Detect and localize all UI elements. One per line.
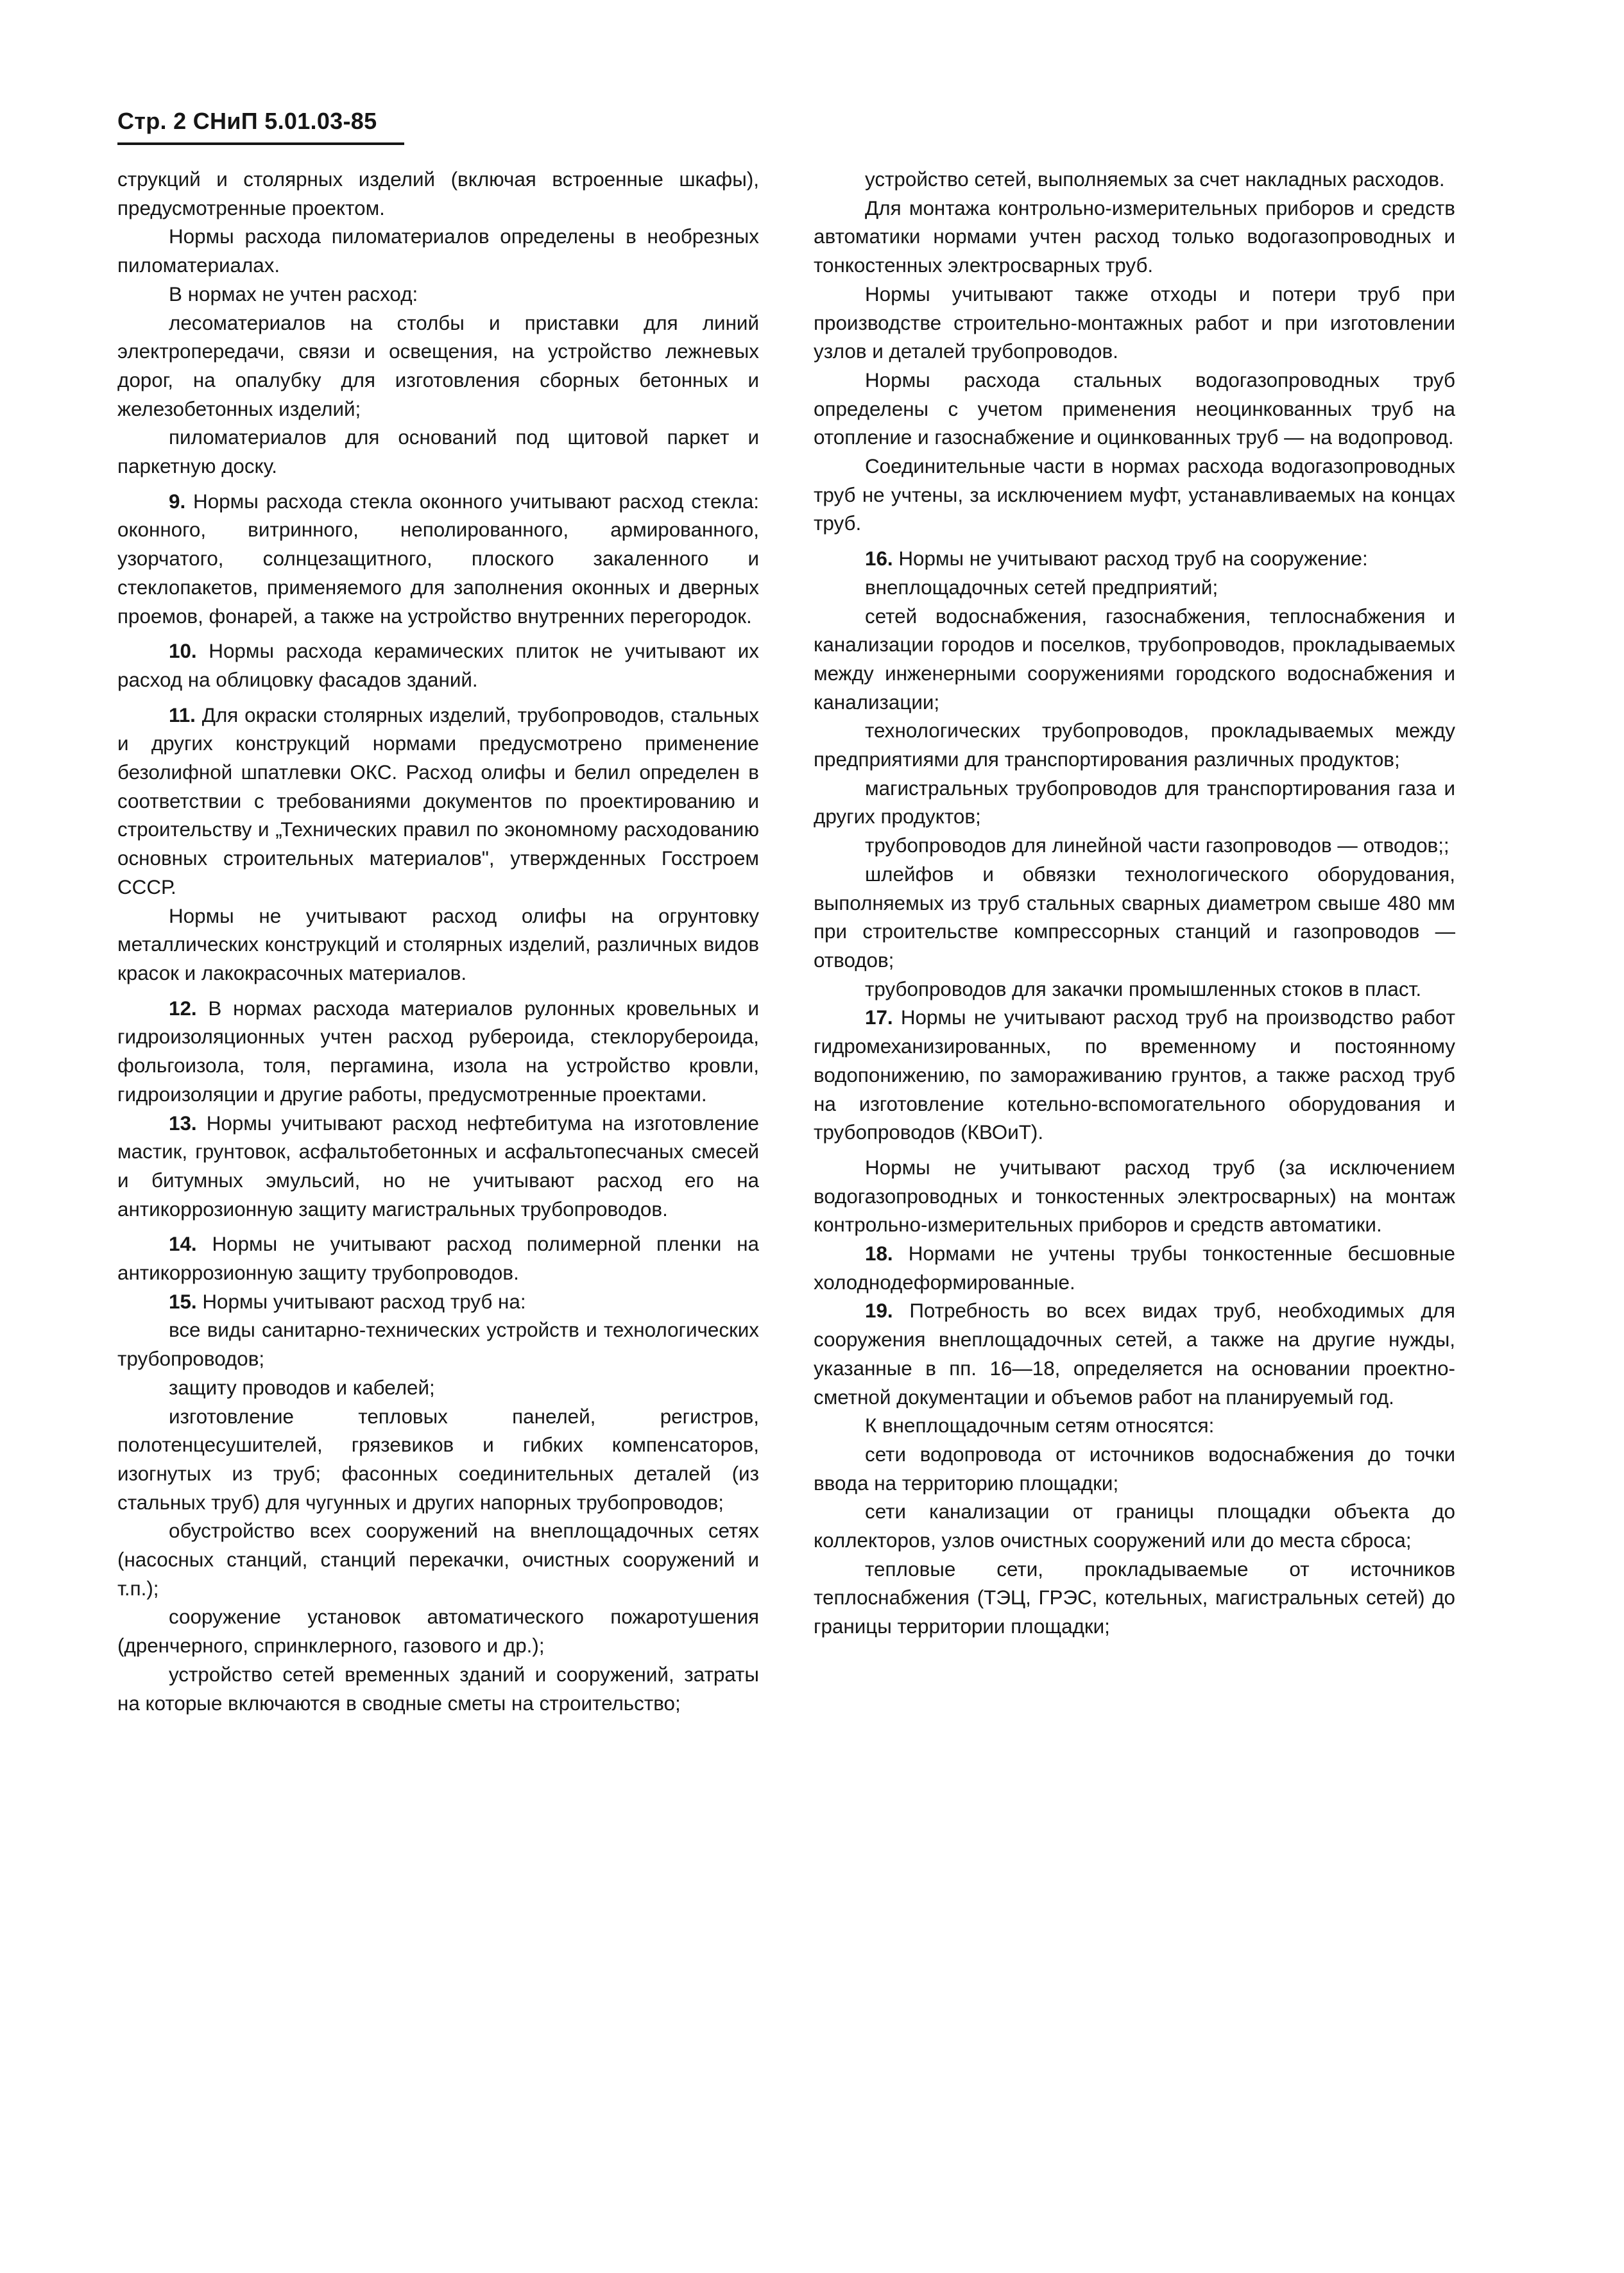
list-item: магистральных трубопроводов для транспортирования газа и других продуктов; <box>814 776 1455 828</box>
clause-11 <box>117 701 759 902</box>
clause-16 <box>814 545 1455 574</box>
clause-number: 11. <box>169 703 196 726</box>
list-item: обустройство всех сооружений на внеплощадочных сетях (насосных станций, станций перекачки, очистных сооружений и т.п.); <box>117 1520 759 1600</box>
paragraph: пиломатериалов для оснований под щитовой паркет и паркетную доску. <box>117 426 759 478</box>
clause-text: Нормы не учитывают расход труб на производство работ гидромеханизированных, по временному и постоянному водопонижению, по замораживанию грунтов, а также расход труб на изготовление котельно-вспомогательного оборудования и трубопроводов (КВОиТ). <box>814 1006 1455 1144</box>
list-item: защиту проводов и кабелей; <box>169 1376 435 1399</box>
clause-number: 12. <box>169 997 197 1020</box>
clause-number: 10. <box>169 640 197 663</box>
clause-number: 19. <box>865 1299 893 1323</box>
list-item: сети канализации от границы площадки объекта до коллекторов, узлов очистных сооружений или до места сброса; <box>814 1500 1455 1552</box>
clause-10 <box>117 637 759 694</box>
clause-text: Нормы расхода стекла оконного учитывают расход стекла: оконного, витринного, неполированного, армированного, узорчатого, солнцезащитного, плоского закаленного и стеклопакетов, применяемого для заполнения оконных и дверных проемов, фонарей, а также на устройство внутренних перегородок. <box>117 490 759 628</box>
list-item: изготовление тепловых панелей, регистров, полотенцесушителей, грязевиков и гибких компенсаторов, изогнутых из труб; фасонных соединительных деталей (из стальных труб) для чугунных и других напорных трубопроводов; <box>117 1405 759 1514</box>
list-item: внеплощадочных сетей предприятий; <box>865 576 1218 599</box>
list-item: тепловые сети, прокладываемые от источников теплоснабжения (ТЭЦ, ГРЭС, котельных, магистральных сетей) до границы территории площадки; <box>814 1557 1455 1638</box>
paragraph: Для монтажа контрольно-измерительных приборов и средств автоматики нормами учтен расход только водогазопроводных и тонкостенных электросварных труб. <box>814 196 1455 277</box>
paragraph: В нормах не учтен расход: <box>169 282 418 305</box>
clause-number: 17. <box>865 1006 893 1029</box>
clause-13 <box>117 1110 759 1224</box>
clause-text: Для окраски столярных изделий, трубопроводов, стальных и других конструкций нормами предусмотрено применение безолифной шпатлевки ОКС. Расход олифы и белил определен в соответствии с требованиями документов по проектированию и строительству и „Технических правил по экономному расходованию основных строительных материалов", утвержденных Госстроем СССР. <box>117 703 759 898</box>
clause-text: Потребность во всех видах труб, необходимых для сооружения внеплощадочных сетей, а также на другие нужды, указанные в пп. 16—18, определяется на основании проектно-сметной документации и объемов работ на планируемый год. <box>814 1299 1455 1409</box>
list-item: сетей водоснабжения, газоснабжения, теплоснабжения и канализации городов и поселков, трубопроводов, прокладываемых между инженерными сооружениями городского водоснабжения и канализации; <box>814 605 1455 714</box>
paragraph: Нормы расхода стальных водогазопроводных труб определены с учетом применения неоцинкованных труб на отопление и газоснабжение и оцинкованных труб — на водопровод. <box>814 368 1455 449</box>
clause-number: 15. <box>169 1290 197 1313</box>
clause-9 <box>117 488 759 631</box>
list-item: сооружение установок автоматического пожаротушения (дренчерного, спринклерного, газового и др.); <box>117 1606 759 1658</box>
clause-text: Нормы не учитывают расход полимерной пленки на антикоррозионную защиту трубопроводов. <box>117 1233 759 1285</box>
clause-19 <box>814 1297 1455 1412</box>
paragraph: струкций и столярных изделий (включая встроенные шкафы), предусмотренные проектом. <box>117 168 759 219</box>
paragraph: Нормы учитывают также отходы и потери труб при производстве строительно-монтажных работ и при изготовлении узлов и деталей трубопроводов. <box>814 282 1455 363</box>
list-item: все виды санитарно-технических устройств и технологических трубопроводов; <box>117 1319 759 1371</box>
paragraph: лесоматериалов на столбы и приставки для линий электропередачи, связи и освещения, на устройство лежневых дорог, на опалубку для изготовления сборных бетонных и железобетонных изделий; <box>117 311 759 420</box>
left-column <box>117 166 759 1718</box>
paragraph: К внеплощадочным сетям относятся: <box>865 1414 1215 1437</box>
clause-number: 9. <box>169 490 186 513</box>
clause-12 <box>117 995 759 1110</box>
list-item: устройство сетей временных зданий и сооружений, затраты на которые включаются в сводные сметы на строительство; <box>117 1663 759 1715</box>
clause-text: Нормами не учтены трубы тонкостенные бесшовные холоднодеформированные. <box>814 1242 1455 1294</box>
clause-text: В нормах расхода материалов рулонных кровельных и гидроизоляционных учтен расход рубероида, стеклорубероида, фольгоизола, толя, пергамина, изола на устройство кровли, гидроизоляции и другие работы, предусмотренные проектами. <box>117 997 759 1106</box>
clause-number: 18. <box>865 1242 893 1265</box>
clause-15 <box>117 1288 759 1317</box>
paragraph: Нормы не учитывают расход труб (за исключением водогазопроводных и тонкостенных электросварных) на монтаж контрольно-измерительных приборов и средств автоматики. <box>814 1156 1455 1237</box>
paragraph: Нормы расхода пиломатериалов определены в необрезных пиломатериалах. <box>117 225 759 277</box>
clause-text: Нормы учитывают расход нефтебитума на изготовление мастик, грунтовок, асфальтобетонных и асфальтопесчаных смесей и битумных эмульсий, но не учитывают расход его на антикоррозионную защиту магистральных трубопроводов. <box>117 1111 759 1221</box>
clause-18 <box>814 1240 1455 1297</box>
list-item: сети водопровода от источников водоснабжения до точки ввода на территорию площадки; <box>814 1443 1455 1495</box>
clause-text: Нормы расхода керамических плиток не учитывают их расход на облицовку фасадов зданий. <box>117 640 759 691</box>
paragraph: Нормы не учитывают расход олифы на огрунтовку металлических конструкций и столярных изделий, различных видов красок и лакокрасочных материалов. <box>117 904 759 984</box>
clause-number: 16. <box>865 547 893 570</box>
clause-number: 14. <box>169 1233 197 1256</box>
header-rule <box>117 142 404 145</box>
list-item: технологических трубопроводов, прокладываемых между предприятиями для транспортирования различных продуктов; <box>814 719 1455 771</box>
list-item: трубопроводов для закачки промышленных стоков в пласт. <box>865 977 1422 1000</box>
clause-17 <box>814 1004 1455 1147</box>
clause-14 <box>117 1230 759 1287</box>
clause-number: 13. <box>169 1111 197 1135</box>
list-item: шлейфов и обвязки технологического оборудования, выполняемых из труб стальных сварных диаметром свыше 480 мм при строительстве компрессорных станций и газопроводов — отводов; <box>814 862 1455 972</box>
paragraph: Соединительные части в нормах расхода водогазопроводных труб не учтены, за исключением муфт, устанавливаемых на концах труб. <box>814 455 1455 535</box>
paragraph: устройство сетей, выполняемых за счет накладных расходов. <box>865 168 1445 191</box>
right-column <box>814 166 1455 1642</box>
list-item: трубопроводов для линейной части газопроводов — отводов;; <box>865 834 1449 857</box>
clause-text: Нормы не учитывают расход труб на сооружение: <box>893 547 1368 570</box>
page-header: Стр. 2 СНиП 5.01.03-85 <box>117 108 377 134</box>
clause-text: Нормы учитывают расход труб на: <box>196 1290 526 1313</box>
